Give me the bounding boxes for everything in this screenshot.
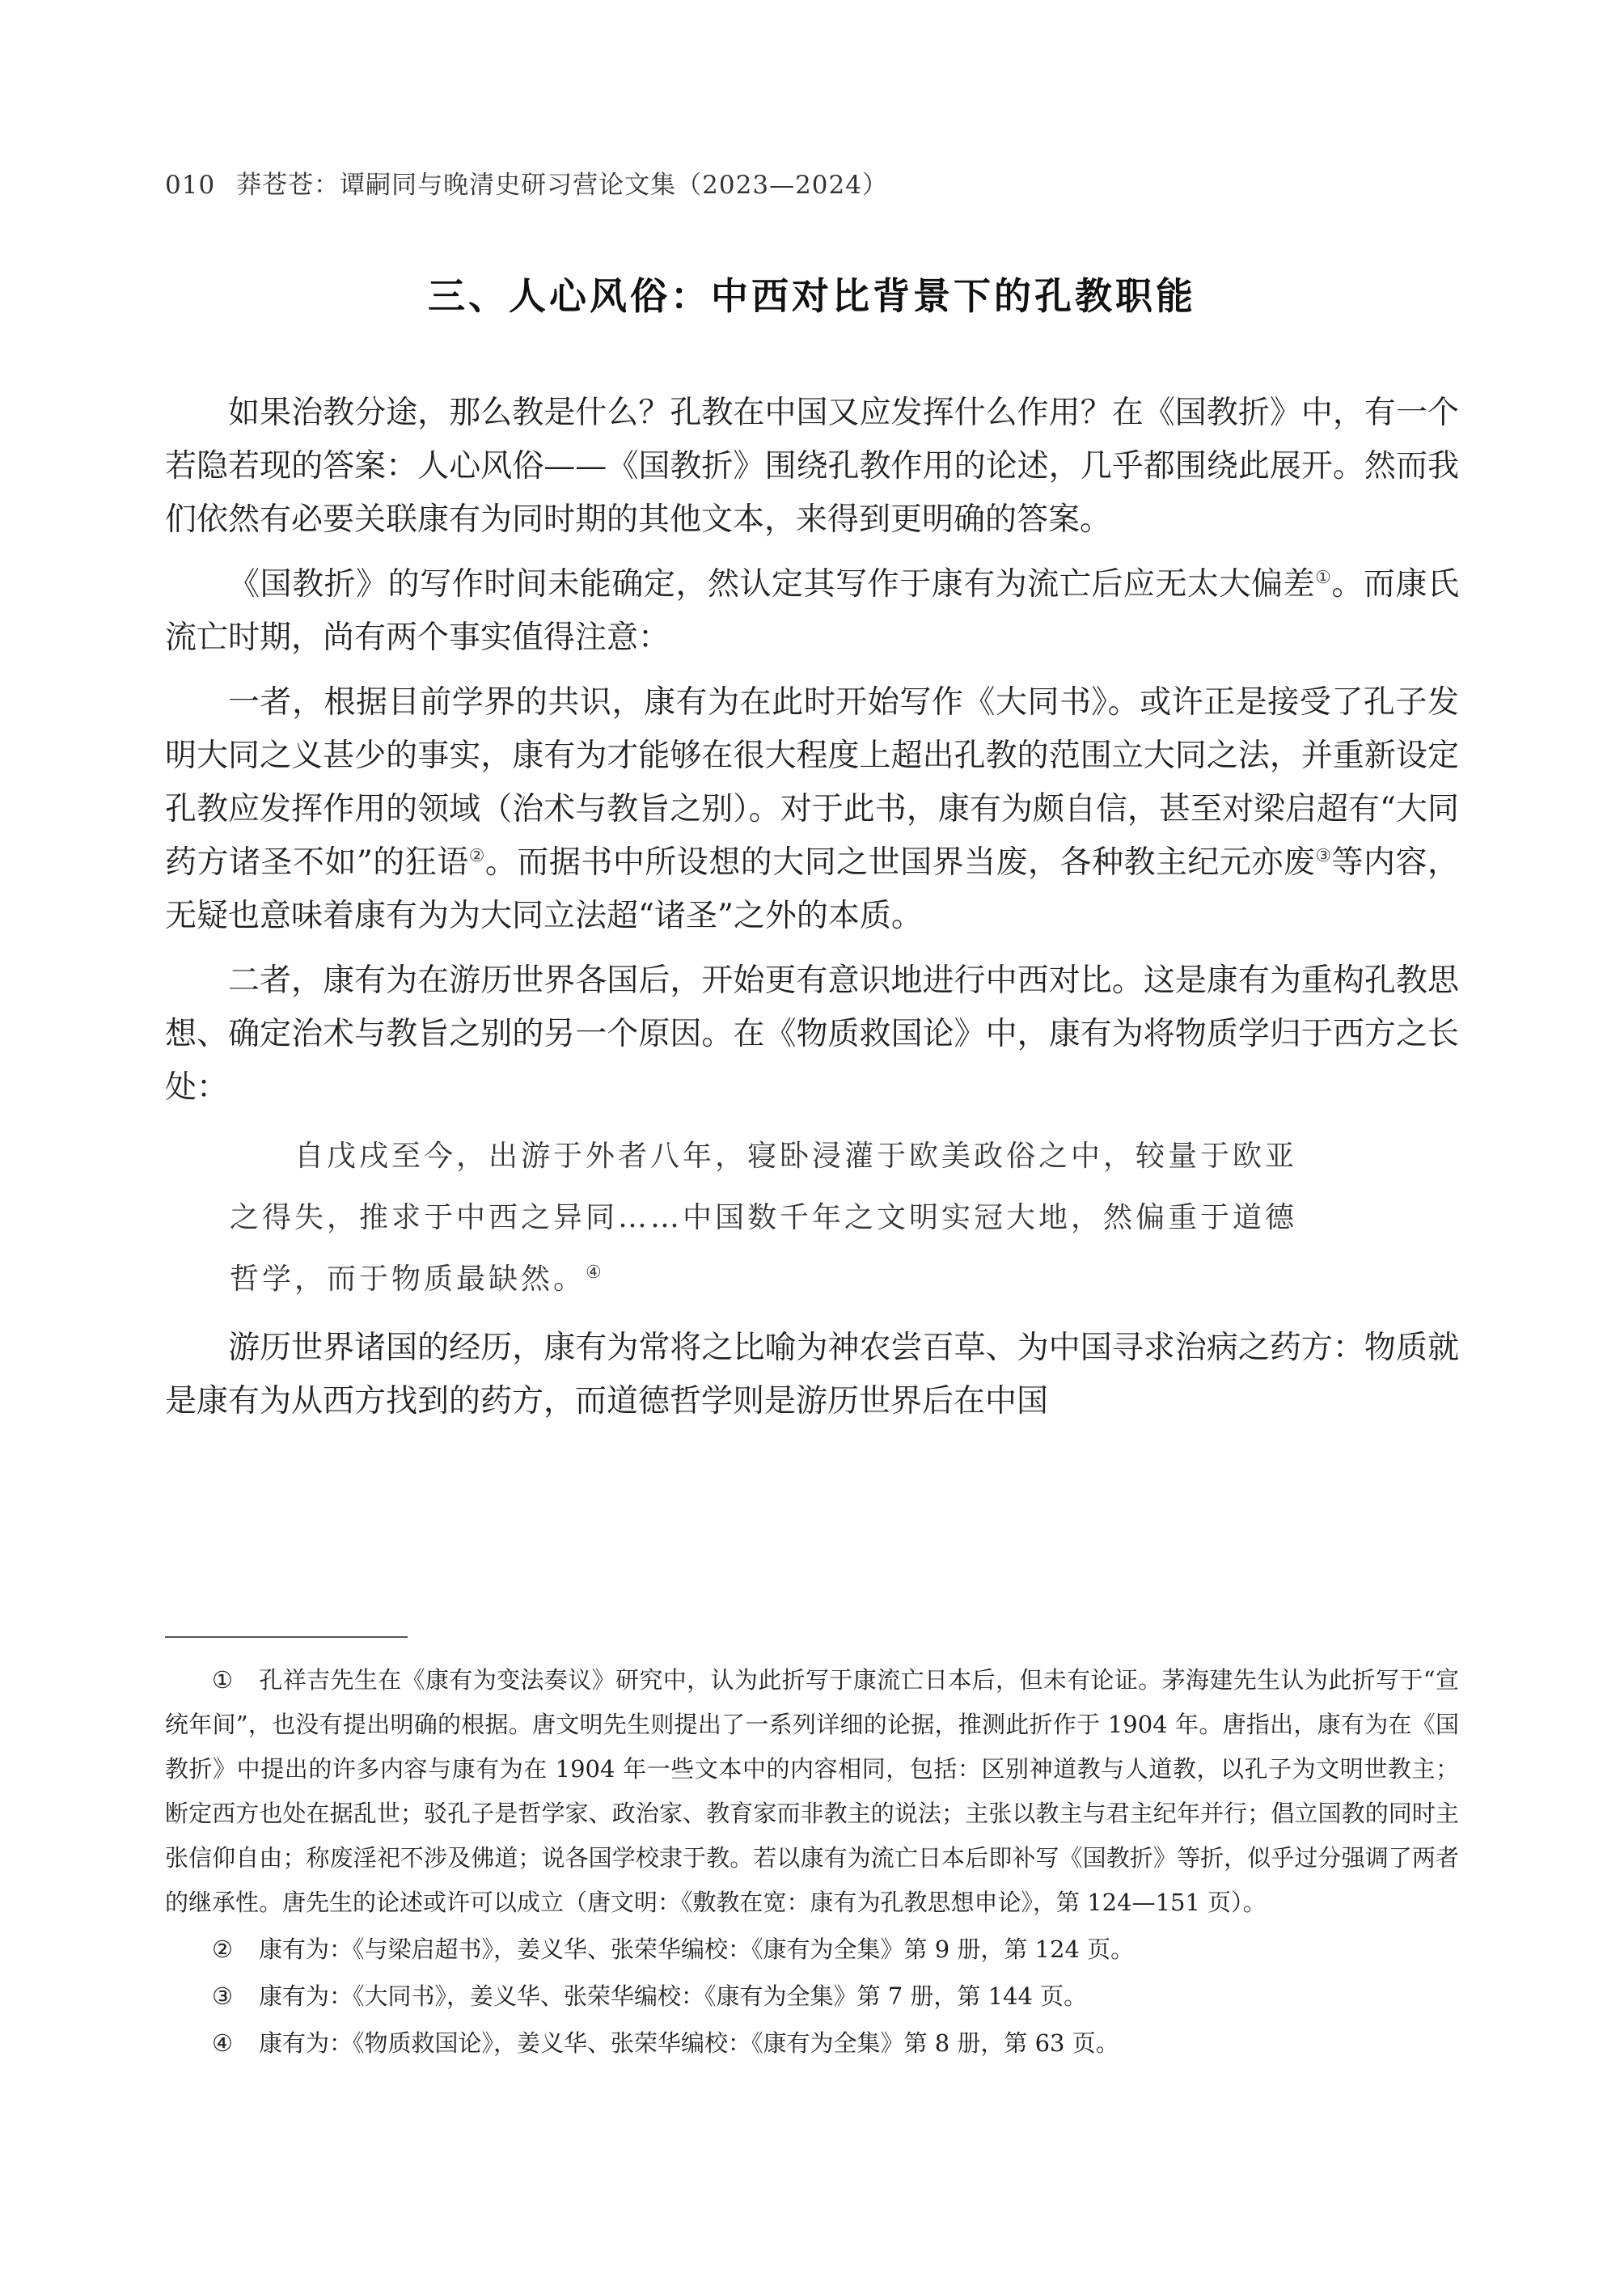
footnote-text: 康有为：《物质救国论》，姜义华、张荣华编校：《康有为全集》第 8 册，第 63 页。 [259,2029,1119,2057]
footnotes [165,1658,1459,2068]
book-title: 莽苍苍：谭嗣同与晚清史研习营论文集（2023—2024） [236,171,888,200]
paragraph-1: 如果治教分途，那么教是什么？孔教在中国又应发挥什么作用？在《国教折》中，有一个若隐若现的答案：人心风俗——《国教折》围绕孔教作用的论述，几乎都围绕此展开。然而我们依然有必要关联康有为同时期的其他文本，来得到更明确的答案。 [165,395,1459,538]
footnote-1 [165,1658,1459,1925]
footnote-marker: ① [212,1666,233,1694]
running-header [165,164,888,201]
footnote-ref-2[interactable]: ② [468,846,485,866]
block-quote [165,1126,1459,1310]
section-title: 三、人心风俗：中西对比背景下的孔教职能 [428,274,1196,318]
footnote-4 [165,2021,1459,2066]
main-text [165,387,1459,1440]
footnote-ref-3[interactable]: ③ [1315,846,1332,866]
footnote-3 [165,1974,1459,2019]
paragraph-2 [165,558,1459,665]
quote-line-3: 哲学，而于物质最缺然。 [230,1263,586,1296]
footnote-text: 康有为：《与梁启超书》，姜义华、张荣华编校：《康有为全集》第 9 册，第 124 页。 [259,1936,1135,1963]
paragraph-4: 二者，康有为在游历世界各国后，开始更有意识地进行中西对比。这是康有为重构孔教思想、确定治术与教旨之别的另一个原因。在《物质救国论》中，康有为将物质学归于西方之长处： [165,962,1459,1106]
footnote-marker: ② [212,1936,233,1963]
paragraph-3-text-c: 等内容，无疑也意味着康有为为大同立法超“诸圣”之外的本质。 [165,844,1459,934]
paragraph-3 [165,676,1459,943]
paragraph-2-text-b: 。而康氏流亡时期，尚有两个事实值得注意： [165,566,1459,656]
quote-line-1: 自戊戌至今，出游于外者八年，寝卧浸灌于欧美政俗之中，较量于欧亚 [294,1140,1298,1173]
footnote-text: 康有为：《大同书》，姜义华、张荣华编校：《康有为全集》第 7 册，第 144 页。 [259,1982,1088,2010]
quote-line-2: 之得失，推求于中西之异同……中国数千年之文明实冠大地，然偏重于道德 [230,1201,1298,1234]
footnote-marker: ④ [212,2029,233,2057]
paragraph-5: 游历世界诸国的经历，康有为常将之比喻为神农尝百草、为中国寻求治病之药方：物质就是康有为从西方找到的药方，而道德哲学则是游历世界后在中国 [165,1330,1459,1419]
paragraph-2-text-a: 《国教折》的写作时间未能确定，然认定其写作于康有为流亡后应无太大偏差 [228,566,1316,603]
footnote-2 [165,1927,1459,1972]
paragraph-3-text-a: 一者，根据目前学界的共识，康有为在此时开始写作《大同书》。或许正是接受了孔子发明大同之义甚少的事实，康有为才能够在很大程度上超出孔教的范围立大同之法，并重新设定孔教应发挥作用的领域（治术与教旨之别）。对于此书，康有为颇自信，甚至对梁启超有“大同药方诸圣不如”的狂语 [165,684,1459,881]
footnote-ref-1[interactable]: ① [1315,568,1332,588]
footnote-marker: ③ [212,1982,233,2010]
paragraph-3-text-b: 。而据书中所设想的大同之世国界当废，各种教主纪元亦废 [484,844,1316,881]
footnote-divider [165,1636,408,1638]
footnote-ref-4[interactable]: ④ [586,1263,605,1283]
page-number: 010 [165,171,216,200]
footnote-text: 孔祥吉先生在《康有为变法奏议》研究中，认为此折写于康流亡日本后，但未有论证。茅海建先生认为此折写于“宣统年间”，也没有提出明确的根据。唐文明先生则提出了一系列详细的论据，推测此折作于 1904 年。唐指出，康有为在《国教折》中提出的许多内容与康有为在 1904 年一些文本中的内容相同，包括：区别神道教与人道教，以孔子为文明世教主；断定西方也处在据乱世；驳孔子是哲学家、政治家、教育家而非教主的说法；主张以教主与君主纪年并行；倡立国教的同时主张信仰自由；称废淫祀不涉及佛道；说各国学校隶于教。若以康有为流亡日本后即补写《国教折》等折，似乎过分强调了两者的继承性。唐先生的论述或许可以成立（唐文明：《敷教在宽：康有为孔教思想申论》，第 124—151 页）。 [165,1666,1459,1916]
